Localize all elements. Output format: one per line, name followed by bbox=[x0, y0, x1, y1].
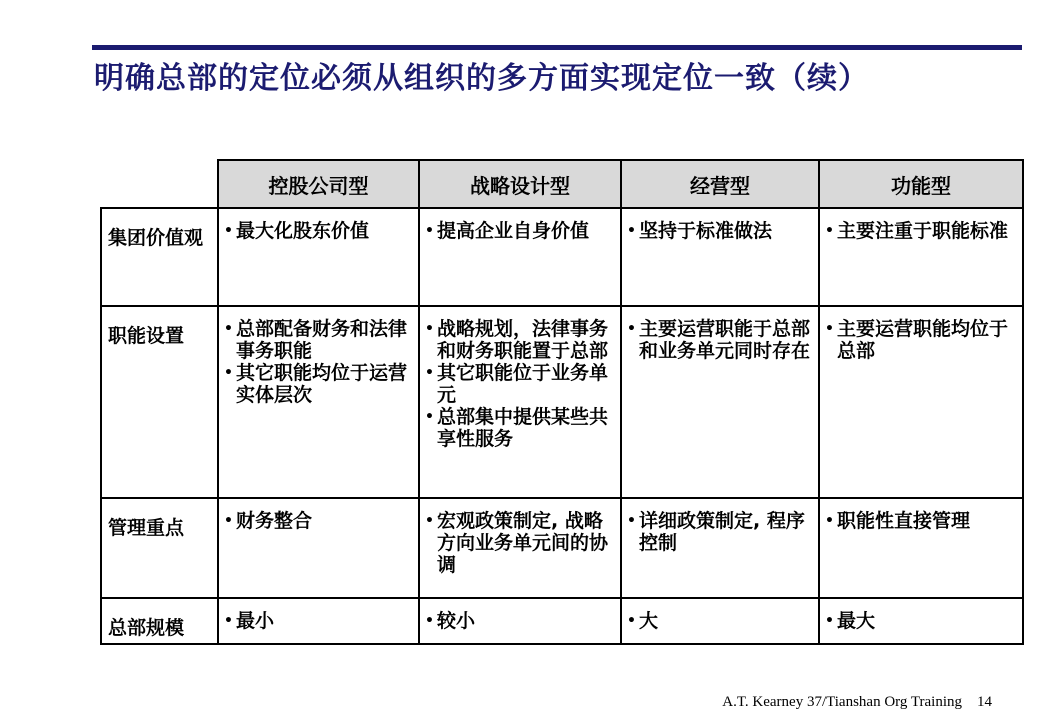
bullet-icon: • bbox=[224, 613, 233, 629]
table-cell bbox=[419, 598, 621, 644]
bullet-icon: • bbox=[627, 321, 636, 337]
footer bbox=[722, 694, 992, 711]
page-number: 14 bbox=[977, 694, 992, 710]
bullet-item bbox=[825, 220, 1019, 242]
table-cell bbox=[621, 208, 819, 306]
positioning-table bbox=[100, 159, 1024, 645]
bullet-item bbox=[627, 318, 815, 362]
bullet-text: 较小 bbox=[437, 610, 476, 632]
column-header-3: 经营型 bbox=[621, 160, 819, 208]
table-cell bbox=[218, 208, 419, 306]
bullet-icon: • bbox=[224, 513, 233, 529]
table-cell bbox=[819, 598, 1023, 644]
table-cell bbox=[218, 598, 419, 644]
bullet-text: 最大 bbox=[837, 610, 876, 632]
bullet-icon: • bbox=[224, 321, 233, 337]
table-row bbox=[101, 208, 1023, 306]
bullet-item bbox=[224, 510, 415, 532]
page-title: 明确总部的定位必须从组织的多方面实现定位一致（续） bbox=[94, 61, 869, 96]
bullet-text: 主要运营职能于总部和业务单元同时存在 bbox=[639, 318, 811, 362]
table-cell bbox=[218, 498, 419, 598]
row-label: 管理重点 bbox=[101, 498, 218, 598]
bullet-text: 大 bbox=[639, 610, 659, 632]
bullet-text: 其它职能位于业务单元 bbox=[437, 362, 609, 406]
table-cell bbox=[218, 306, 419, 498]
bullet-text: 最大化股东价值 bbox=[236, 220, 370, 242]
row-label: 总部规模 bbox=[101, 598, 218, 644]
row-label: 集团价值观 bbox=[101, 208, 218, 306]
bullet-icon: • bbox=[425, 513, 434, 529]
header-row bbox=[101, 160, 1023, 208]
bullet-item bbox=[425, 362, 617, 406]
bullet-item bbox=[627, 510, 815, 554]
bullet-text: 最小 bbox=[236, 610, 275, 632]
table-row bbox=[101, 498, 1023, 598]
bullet-icon: • bbox=[425, 613, 434, 629]
bullet-icon: • bbox=[825, 223, 834, 239]
column-header-1: 控股公司型 bbox=[218, 160, 419, 208]
bullet-icon: • bbox=[425, 409, 434, 425]
bullet-item bbox=[425, 220, 617, 242]
table-cell bbox=[819, 208, 1023, 306]
bullet-text: 提高企业自身价值 bbox=[437, 220, 590, 242]
table-cell bbox=[419, 498, 621, 598]
bullet-icon: • bbox=[825, 321, 834, 337]
bullet-item bbox=[425, 406, 617, 450]
bullet-item bbox=[224, 610, 415, 632]
bullet-text: 职能性直接管理 bbox=[837, 510, 971, 532]
table-cell bbox=[819, 306, 1023, 498]
bullet-text: 战略规划，法律事务和财务职能置于总部 bbox=[437, 318, 609, 362]
table-cell bbox=[621, 498, 819, 598]
column-header-2: 战略设计型 bbox=[419, 160, 621, 208]
bullet-item bbox=[224, 220, 415, 242]
table-row bbox=[101, 598, 1023, 644]
row-label: 职能设置 bbox=[101, 306, 218, 498]
footer-text: A.T. Kearney 37/Tianshan Org Training bbox=[722, 694, 962, 710]
bullet-item bbox=[425, 510, 617, 576]
bullet-text: 总部配备财务和法律事务职能 bbox=[236, 318, 408, 362]
bullet-item bbox=[825, 610, 1019, 632]
bullet-icon: • bbox=[425, 365, 434, 381]
bullet-text: 详细政策制定, 程序控制 bbox=[639, 510, 805, 554]
bullet-text: 财务整合 bbox=[236, 510, 313, 532]
bullet-text: 总部集中提供某些共享性服务 bbox=[437, 406, 609, 450]
bullet-text: 主要注重于职能标准 bbox=[837, 220, 1009, 242]
bullet-icon: • bbox=[825, 513, 834, 529]
column-header-4: 功能型 bbox=[819, 160, 1023, 208]
bullet-item bbox=[627, 610, 815, 632]
bullet-icon: • bbox=[825, 613, 834, 629]
title-rule bbox=[92, 45, 1022, 50]
bullet-item bbox=[224, 362, 415, 406]
table-cell bbox=[621, 306, 819, 498]
bullet-icon: • bbox=[425, 321, 434, 337]
table-cell bbox=[419, 208, 621, 306]
table-corner-cell bbox=[101, 160, 218, 208]
bullet-icon: • bbox=[627, 223, 636, 239]
bullet-text: 宏观政策制定, 战略方向业务单元间的协调 bbox=[437, 510, 609, 576]
bullet-item bbox=[825, 510, 1019, 532]
table-cell bbox=[819, 498, 1023, 598]
table-cell bbox=[621, 598, 819, 644]
bullet-item bbox=[425, 610, 617, 632]
bullet-icon: • bbox=[425, 223, 434, 239]
bullet-text: 主要运营职能均位于总部 bbox=[837, 318, 1009, 362]
bullet-text: 其它职能均位于运营实体层次 bbox=[236, 362, 408, 406]
bullet-icon: • bbox=[224, 223, 233, 239]
table-cell bbox=[419, 306, 621, 498]
bullet-icon: • bbox=[627, 613, 636, 629]
bullet-icon: • bbox=[627, 513, 636, 529]
bullet-item bbox=[425, 318, 617, 362]
bullet-text: 坚持于标准做法 bbox=[639, 220, 773, 242]
table-row bbox=[101, 306, 1023, 498]
bullet-item bbox=[224, 318, 415, 362]
bullet-item bbox=[825, 318, 1019, 362]
bullet-icon: • bbox=[224, 365, 233, 381]
bullet-item bbox=[627, 220, 815, 242]
